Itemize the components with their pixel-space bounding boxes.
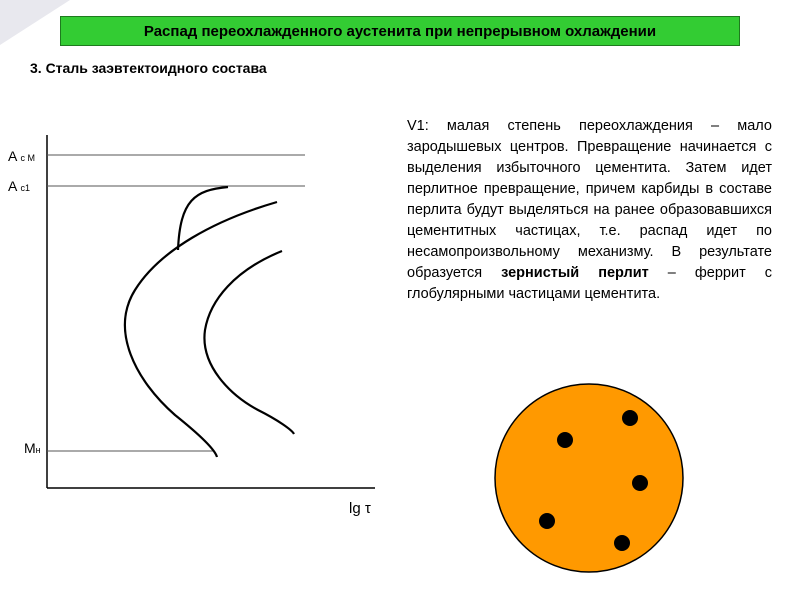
end-curve: [204, 251, 294, 434]
cementite-particle: [539, 513, 555, 529]
start-curve: [125, 202, 277, 457]
x-axis-label: lg τ: [349, 500, 371, 517]
description-main: V1: малая степень переохлаждения – мало зародышевых центров. Превращение начинается с выделения избыточного цементита. Затем идет перлитное превращение, причем карбиды в составе перлита будут выделяться на ранее образовавшихся цементитных частицах, т.е. распад идет по несамопроизвольному механизму. В результате образуется: [407, 118, 772, 281]
ac1-label: A с1: [8, 178, 30, 194]
slide-title-text: Распад переохлажденного аустенита при непрерывном охлаждении: [143, 22, 657, 40]
section-subtitle: 3. Сталь заэвтектоидного состава: [30, 60, 267, 76]
cementite-particle: [632, 475, 648, 491]
mn-label: Mн: [24, 440, 41, 456]
cementite-particle: [557, 432, 573, 448]
description-text: [407, 116, 772, 305]
cementite-particle: [622, 410, 638, 426]
grain-circle: [495, 384, 683, 572]
description-tail: – феррит с глобулярными частицами цементита.: [407, 265, 772, 302]
description-bold-term: зернистый перлит: [501, 265, 649, 281]
cementite-particle: [614, 535, 630, 551]
acm-label: A с М: [8, 148, 35, 164]
